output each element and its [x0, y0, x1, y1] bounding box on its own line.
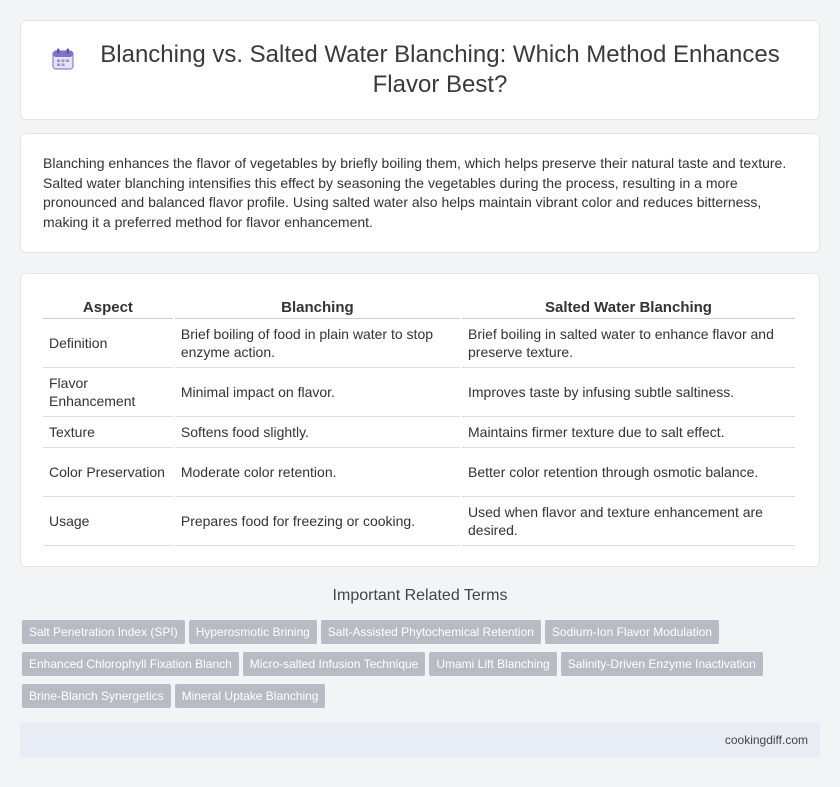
cell-aspect: Usage [43, 497, 173, 546]
related-terms-heading: Important Related Terms [332, 587, 508, 604]
cell-blanching: Prepares food for freezing or cooking. [175, 497, 460, 546]
header-aspect: Aspect [43, 296, 173, 319]
table-row [43, 319, 795, 368]
cell-aspect: Texture [43, 417, 173, 448]
intro-paragraph: Blanching enhances the flavor of vegetables by briefly boiling them, which helps preserve their natural taste and texture. Salted water blanching intensifies this effect by seasoning the vegetables during the process, resulting in a more pronounced and balanced flavor profile. Using salted water also helps maintain vibrant color and reduces bitterness, making it a preferred method for flavor enhancement. [43, 155, 787, 230]
related-term-tag[interactable]: Hyperosmotic Brining [189, 620, 317, 644]
related-term-tag[interactable]: Salinity-Driven Enzyme Inactivation [561, 652, 763, 676]
cell-salted: Used when flavor and texture enhancement are desired. [462, 497, 795, 546]
related-term-tag[interactable]: Enhanced Chlorophyll Fixation Blanch [22, 652, 239, 676]
footer-site-link[interactable]: cookingdiff.com [724, 732, 808, 747]
cell-salted: Maintains firmer texture due to salt effect. [462, 417, 795, 448]
related-term-tag[interactable]: Salt Penetration Index (SPI) [22, 620, 185, 644]
cell-salted: Brief boiling in salted water to enhance flavor and preserve texture. [462, 319, 795, 368]
cell-blanching: Softens food slightly. [175, 417, 460, 448]
comparison-card [20, 273, 820, 567]
related-term-tag[interactable]: Sodium-Ion Flavor Modulation [545, 620, 719, 644]
title-wrap [50, 40, 790, 100]
table-header-row [43, 296, 795, 319]
table-row [43, 368, 795, 417]
cell-salted: Improves taste by infusing subtle saltiness. [462, 368, 795, 417]
table-row [43, 497, 795, 546]
intro-card [20, 133, 820, 253]
calendar-icon [50, 46, 76, 72]
header-blanching: Blanching [175, 296, 460, 319]
related-term-tag[interactable]: Micro-salted Infusion Technique [243, 652, 426, 676]
cell-aspect: Flavor Enhancement [43, 368, 173, 417]
related-term-tag[interactable]: Mineral Uptake Blanching [175, 684, 326, 708]
footer [20, 722, 820, 757]
related-term-tag[interactable]: Brine-Blanch Synergetics [22, 684, 171, 708]
related-term-tag[interactable]: Salt-Assisted Phytochemical Retention [321, 620, 541, 644]
cell-aspect: Color Preservation [43, 448, 173, 497]
table-row [43, 417, 795, 448]
cell-aspect: Definition [43, 319, 173, 368]
header-salted-water-blanching: Salted Water Blanching [462, 296, 795, 319]
page-title: Blanching vs. Salted Water Blanching: Which Method Enhances Flavor Best? [100, 41, 780, 98]
cell-blanching: Brief boiling of food in plain water to stop enzyme action. [175, 319, 460, 368]
cell-salted: Better color retention through osmotic balance. [462, 448, 795, 497]
header-card [20, 20, 820, 120]
cell-blanching: Moderate color retention. [175, 448, 460, 497]
related-term-tag[interactable]: Umami Lift Blanching [429, 652, 556, 676]
table-row [43, 448, 795, 497]
comparison-table [41, 296, 797, 546]
cell-blanching: Minimal impact on flavor. [175, 368, 460, 417]
related-terms-list [22, 620, 812, 716]
